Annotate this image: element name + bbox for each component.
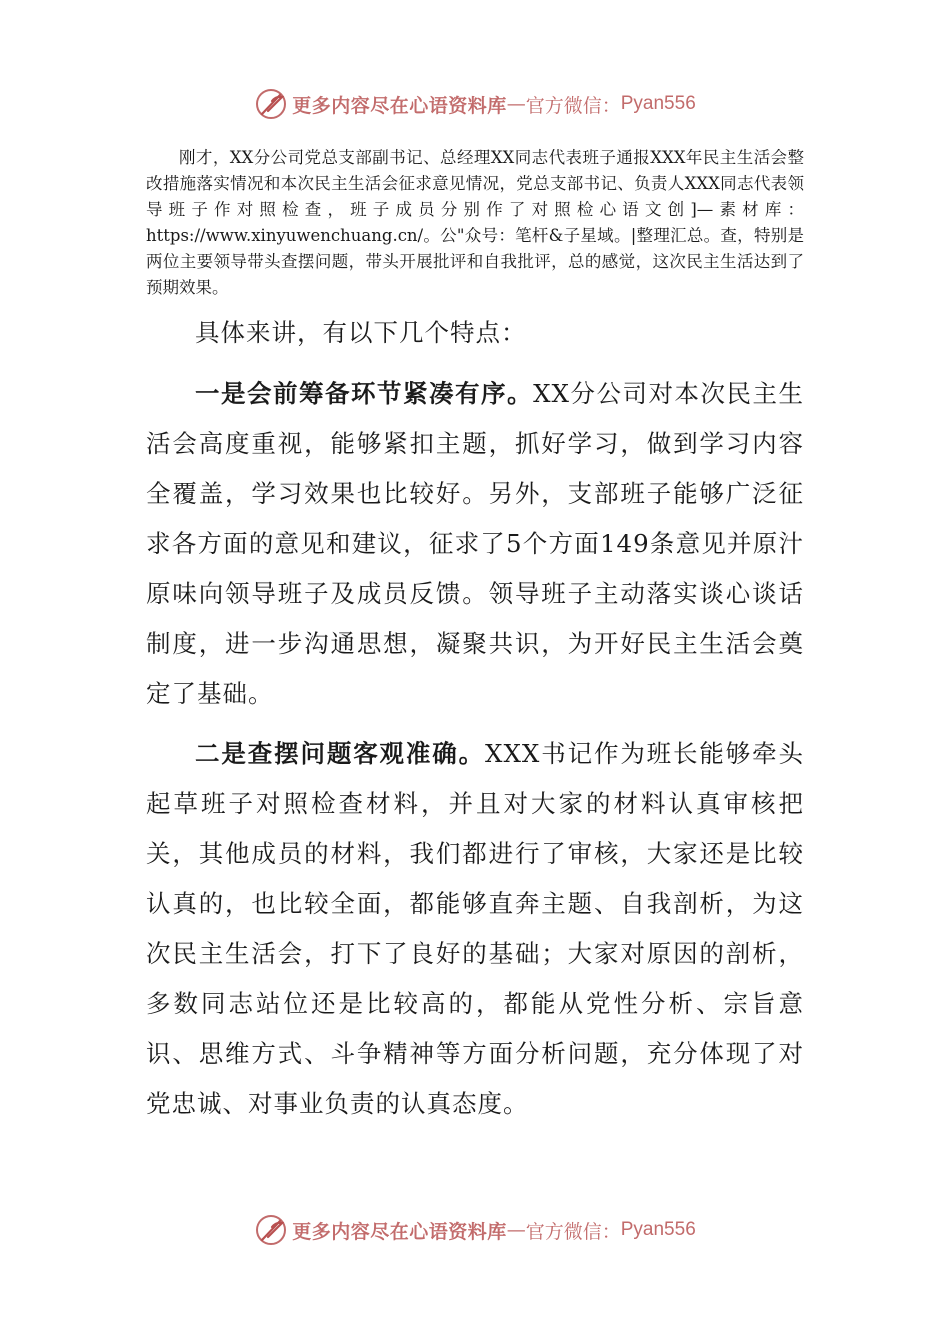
quill-logo-icon [254,1213,288,1247]
header-banner [0,84,950,124]
banner-wechat-id: Pyan556 [620,93,696,114]
lead-paragraph: 具体来讲，有以下几个特点： [195,318,527,347]
intro-paragraph: 刚才，XX分公司党总支部副书记、总经理XX同志代表班子通报XXX年民主生活会整改措施落实情况和本次民主生活会征求意见情况，党总支部书记、负责人XXX同志代表领导班子作对照检查，班子成员分别作了对照检心语文创]—素材库：https://www.xinyuwenchuang.cn/。公"众号：笔杆&子星域。|整理汇总。查，特别是两位主要领导带头查摆问题，带头开展批评和自我批评，总的感觉，这次民主生活达到了预期效果。 [146,148,804,297]
banner-wechat-id: Pyan556 [620,1219,696,1240]
quill-logo-icon [254,87,288,121]
point-paragraph-2 [146,729,804,1129]
point-paragraph-1 [146,369,804,719]
banner-suffix: 官方微信： [525,94,621,117]
banner-dash: — [506,1219,526,1241]
point-text-2: XXX书记作为班长能够牵头起草班子对照检查材料，并且对大家的材料认真审核把关，其他成员的材料，我们都进行了审核，大家还是比较认真的，也比较全面，都能够直奔主题、自我剖析，为这次民主生活会，打下了良好的基础；大家对原因的剖析，多数同志站位还是比较高的，都能从党性分析、宗旨意识、思维方式、斗争精神等方面分析问题，充分体现了对党忠诚、对事业负责的认真态度。 [146,739,805,1118]
point-title-2: 二是查摆问题客观准确。 [195,739,486,768]
banner-suffix: 官方微信： [525,1220,621,1243]
point-text-1: XX分公司对本次民主生活会高度重视，能够紧扣主题，抓好学习，做到学习内容全覆盖，学习效果也比较好。另外，支部班子能够广泛征求各方面的意见和建议，征求了5个方面149条意见并原汁原味向领导班子及成员反馈。领导班子主动落实谈心谈话制度，进一步沟通思想，凝聚共识，为开好民主生活会奠定了基础。 [146,379,805,708]
banner-title: 更多内容尽在心语资料库 [292,94,507,117]
footer-banner [0,1210,950,1250]
point-title-1: 一是会前筹备环节紧凑有序。 [195,379,534,408]
banner-dash: — [506,93,526,115]
banner-title: 更多内容尽在心语资料库 [292,1220,507,1243]
